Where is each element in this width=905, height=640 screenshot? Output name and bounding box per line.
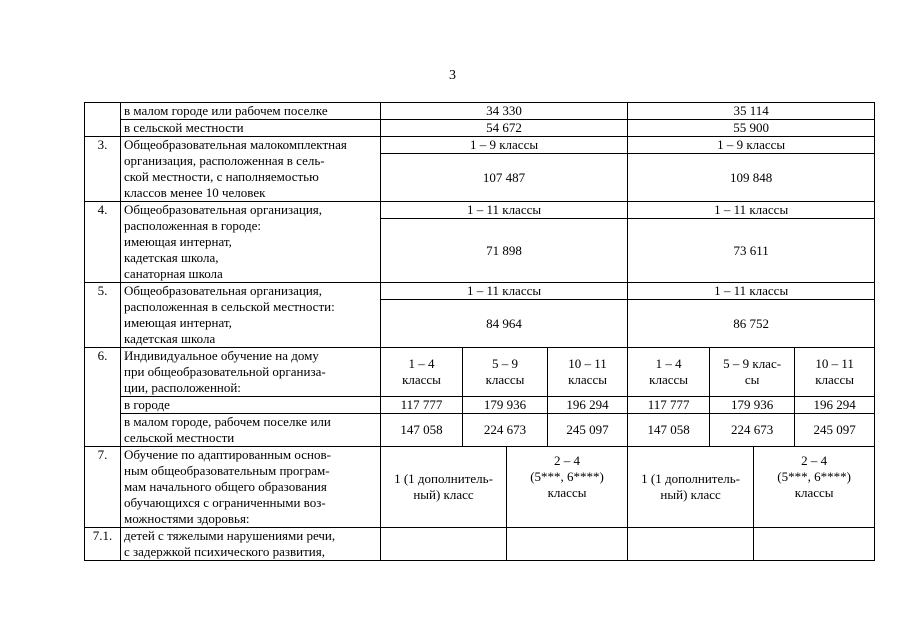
value-cell: 196 294 [548, 397, 628, 414]
value-cell: 117 777 [381, 397, 463, 414]
value-cell: 179 936 [463, 397, 548, 414]
label-line: кадетская школа, [124, 250, 219, 265]
table-row [85, 397, 875, 414]
value-cell: 55 900 [628, 120, 875, 137]
row-label [121, 348, 381, 397]
classes-cell: 1 – 11 классы [381, 202, 628, 219]
value-cell: 71 898 [381, 219, 628, 283]
table-row [85, 348, 875, 397]
tariff-table [84, 102, 875, 561]
value-cell: 245 097 [548, 414, 628, 447]
label-line: Общеобразовательная организация, [124, 202, 323, 217]
label-line: ции, расположенной: [124, 380, 241, 395]
row-label [121, 528, 381, 561]
value-cell: 224 673 [710, 414, 795, 447]
label-line: имеющая интернат, [124, 315, 232, 330]
row-number: 7. [85, 447, 121, 528]
value-cell: 196 294 [795, 397, 875, 414]
table-row [85, 202, 875, 219]
row-label [121, 414, 381, 447]
label-line: детей с тяжелыми нарушениями речи, [124, 528, 336, 543]
value-cell: 35 114 [628, 103, 875, 120]
value-cell: 54 672 [381, 120, 628, 137]
empty-cell [507, 528, 628, 561]
value-cell: 179 936 [710, 397, 795, 414]
classes-cell: 1 – 11 классы [628, 283, 875, 300]
grade-header: 10 – 11 классы [548, 348, 628, 397]
value-cell: 73 611 [628, 219, 875, 283]
label-line: расположенная в сельской местности: [124, 299, 335, 314]
row-label [121, 137, 381, 202]
row-label [121, 447, 381, 528]
value-cell: 147 058 [381, 414, 463, 447]
classes-cell: 1 (1 дополнитель- ный) класс [628, 447, 754, 528]
row-number: 5. [85, 283, 121, 348]
label-line: мам начального общего образования [124, 479, 327, 494]
label-line: можностями здоровья: [124, 511, 250, 526]
classes-cell: 1 – 9 классы [628, 137, 875, 154]
value-cell: 117 777 [628, 397, 710, 414]
row-label [121, 202, 381, 283]
label-line: с задержкой психического развития, [124, 544, 325, 559]
value-cell: 147 058 [628, 414, 710, 447]
row-number: 6. [85, 348, 121, 447]
label-line: Индивидуальное обучение на дому [124, 348, 319, 363]
value-cell: 109 848 [628, 154, 875, 202]
row-label [121, 283, 381, 348]
label-line: обучающихся с ограниченными воз- [124, 495, 326, 510]
value-cell: 245 097 [795, 414, 875, 447]
value-cell: 107 487 [381, 154, 628, 202]
label-line: при общеобразовательной организа- [124, 364, 326, 379]
table-row [85, 528, 875, 561]
grade-header: 5 – 9 клас- сы [710, 348, 795, 397]
row-number: 7.1. [85, 528, 121, 561]
classes-cell: 1 – 9 классы [381, 137, 628, 154]
row-label: в сельской местности [121, 120, 381, 137]
label-line: имеющая интернат, [124, 234, 232, 249]
grade-header: 10 – 11 классы [795, 348, 875, 397]
value-cell: 34 330 [381, 103, 628, 120]
row-label: в малом городе или рабочем поселке [121, 103, 381, 120]
classes-cell: 1 – 11 классы [628, 202, 875, 219]
empty-cell [754, 528, 875, 561]
row-label: в городе [121, 397, 381, 414]
classes-cell: 1 – 11 классы [381, 283, 628, 300]
label-line: расположенная в городе: [124, 218, 262, 233]
label-line: Общеобразовательная малокомплектная [124, 137, 347, 152]
row-number-cell [85, 103, 121, 137]
row-number: 3. [85, 137, 121, 202]
label-line: в малом городе, рабочем поселке или [124, 414, 331, 429]
grade-header: 5 – 9 классы [463, 348, 548, 397]
classes-cell: 1 (1 дополнитель- ный) класс [381, 447, 507, 528]
label-line: сельской местности [124, 430, 235, 445]
classes-cell: 2 – 4 (5***, 6****) классы [507, 447, 628, 528]
page-number: 3 [449, 68, 456, 83]
table-row [85, 447, 875, 528]
grade-header: 1 – 4 классы [628, 348, 710, 397]
label-line: организация, расположенная в сель- [124, 153, 325, 168]
label-line: ской местности, с наполняемостью [124, 169, 319, 184]
label-line: классов менее 10 человек [124, 185, 266, 200]
value-cell: 84 964 [381, 300, 628, 348]
empty-cell [381, 528, 507, 561]
label-line: Обучение по адаптированным основ- [124, 447, 331, 462]
value-cell: 224 673 [463, 414, 548, 447]
label-line: кадетская школа [124, 331, 216, 346]
classes-cell: 2 – 4 (5***, 6****) классы [754, 447, 875, 528]
table-row [85, 414, 875, 447]
label-line: ным общеобразовательным програм- [124, 463, 330, 478]
row-number: 4. [85, 202, 121, 283]
label-line: Общеобразовательная организация, [124, 283, 323, 298]
table-row [85, 283, 875, 300]
table-row [85, 137, 875, 154]
table-row [85, 103, 875, 120]
value-cell: 86 752 [628, 300, 875, 348]
table-row [85, 120, 875, 137]
grade-header: 1 – 4 классы [381, 348, 463, 397]
empty-cell [628, 528, 754, 561]
label-line: санаторная школа [124, 266, 223, 281]
